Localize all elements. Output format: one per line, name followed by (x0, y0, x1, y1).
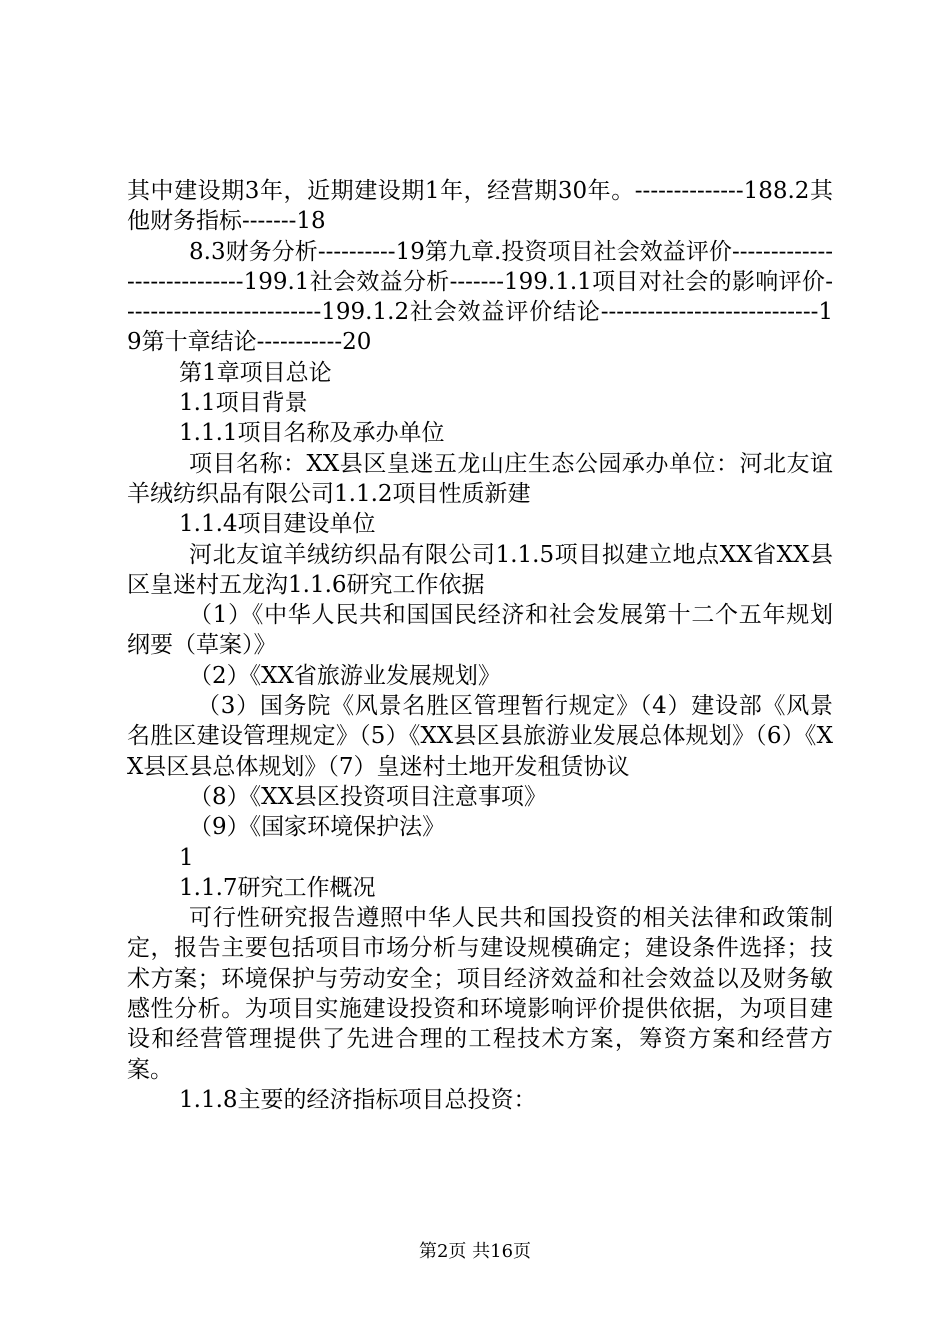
paragraph: 河北友谊羊绒纺织品有限公司1.1.5项目拟建立地点XX省XX县区皇迷村五龙沟1.1.6研究工作依据 (127, 541, 833, 598)
paragraph: （9）《国家环境保护法》 (189, 814, 446, 841)
paragraph: 1.1.7研究工作概况 (179, 874, 376, 901)
paragraph: （3）国务院《风景名胜区管理暂行规定》（4）建设部《风景名胜区建设管理规定》（5）《XX县区县旅游业发展总体规划》（6）《XX县区县总体规划》（7）皇迷村土地开发租赁协议 (127, 693, 833, 780)
paragraph: 项目名称：XX县区皇迷五龙山庄生态公园承办单位：河北友谊羊绒纺织品有限公司1.1.2项目性质新建 (127, 450, 833, 507)
paragraph: （1）《中华人民共和国国民经济和社会发展第十二个五年规划纲要（草案）》 (127, 602, 833, 659)
document-body (127, 176, 833, 1115)
page-footer: 第2页 共16页 (418, 1241, 532, 1262)
paragraph: 1.1.1项目名称及承办单位 (179, 420, 445, 447)
paragraph: 8.3财务分析----------19第九章.投资项目社会效益评价----------------------------199.1社会效益分析-------199.1.1项目对社会的影响评价--------------------------199.1.2社会效益评价结论----------------------------19第十章结论-----------20 (127, 238, 833, 356)
paragraph: （2）《XX省旅游业发展规划》 (189, 662, 501, 689)
paragraph: 1.1项目背景 (179, 390, 308, 417)
paragraph: 可行性研究报告遵照中华人民共和国投资的相关法律和政策制定，报告主要包括项目市场分析与建设规模确定；建设条件选择；技术方案；环境保护与劳动安全；项目经济效益和社会效益以及财务敏感性分析。为项目实施建设投资和环境影响评价提供依据，为项目建设和经营管理提供了先进合理的工程技术方案，筹资方案和经营方案。 (127, 905, 833, 1083)
paragraph: 1.1.4项目建设单位 (179, 511, 376, 538)
paragraph: （8）《XX县区投资项目注意事项》 (189, 783, 547, 810)
paragraph: 1.1.8主要的经济指标项目总投资： (179, 1086, 537, 1113)
paragraph: 1 (179, 844, 194, 871)
paragraph: 第1章项目总论 (179, 359, 332, 386)
paragraph: 其中建设期3年，近期建设期1年，经营期30年。--------------188.2其他财务指标-------18 (127, 178, 833, 235)
